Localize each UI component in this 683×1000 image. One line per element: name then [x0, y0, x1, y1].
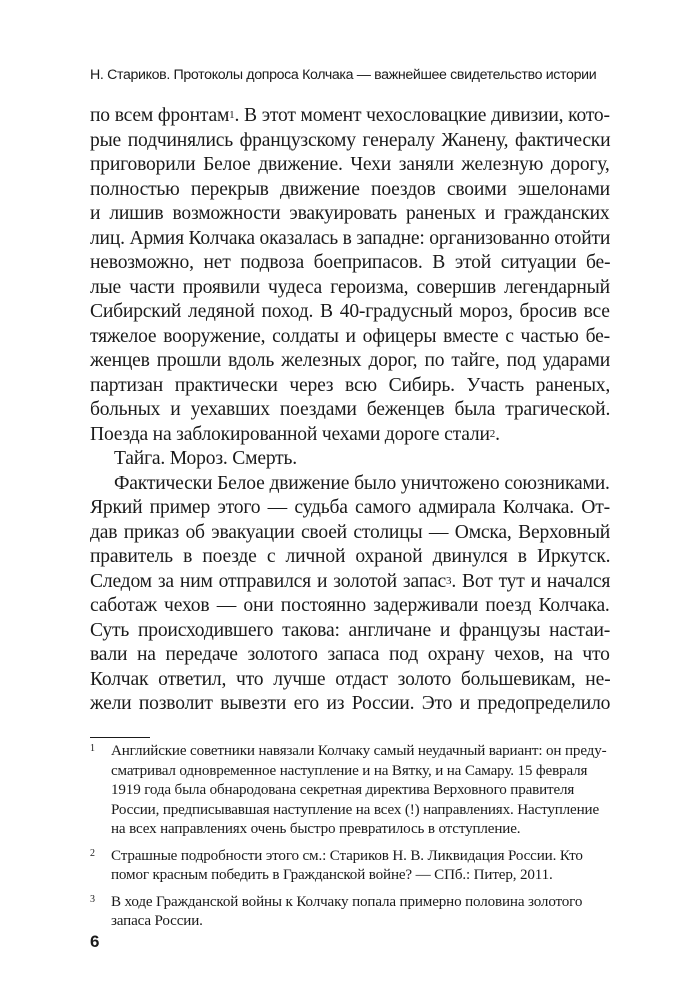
text-run: . В этот момент чехословацкие дивизии, кото- [234, 105, 610, 126]
footnote [90, 893, 610, 932]
text-run: лые части проявили чудеса героизма, совершив легендарный [90, 276, 610, 298]
text-line [90, 594, 610, 619]
footnote-line: сматривал одновременное наступление и на Вятку, и на Самару. 15 февраля [111, 762, 588, 779]
text-line [90, 178, 610, 203]
footnote-number: 2 [90, 847, 95, 859]
text-line [90, 570, 610, 595]
text-run: . Вот тут и начался [451, 570, 611, 592]
text-run: женцев прошли вдоль железных дорог, по тайге, под ударами [90, 350, 610, 371]
footnote-line: В ходе Гражданской войны к Колчаку попала примерно половина золотого [111, 893, 583, 910]
text-run: рые подчинялись французскому генералу Жанену, фактически [90, 129, 611, 151]
main-text [90, 104, 610, 717]
text-line [90, 545, 610, 570]
text-run: по всем фронтам [90, 105, 230, 126]
text-line [90, 692, 610, 717]
footnote [90, 847, 610, 886]
text-line [90, 668, 610, 693]
footnote [90, 742, 610, 840]
text-run: больных и уехавших поездами беженцев была трагической. [90, 399, 611, 420]
text-run: . [495, 423, 500, 445]
text-line [90, 202, 610, 227]
text-run: полностью перекрыв движение поездов своими эшелонами [90, 178, 610, 200]
text-run: дав приказ об эвакуации своей столицы — Омска, Верховный [90, 521, 611, 543]
text-line [90, 251, 610, 276]
running-head: Н. Стариков. Протоколы допроса Колчака — важнейшее свидетельство истории [90, 67, 597, 83]
text-run: правитель в поезде с личной охраной двинулся в Иркутск. [90, 546, 611, 567]
footnotes [90, 742, 610, 939]
text-line [90, 374, 610, 399]
text-run: невозможно, нет подвоза боеприпасов. В этой ситуации бе- [90, 252, 611, 273]
footnote-ref: 2 [489, 427, 496, 440]
footnote-line: 1919 года была обнародована секретная директива Верховного правителя [111, 782, 575, 798]
footnote-ref: 1 [229, 109, 235, 121]
text-line [90, 325, 610, 350]
page-number: 6 [90, 932, 100, 951]
text-line [90, 643, 610, 668]
footnote-number: 3 [90, 893, 95, 905]
text-run: Колчак ответил, что лучше отдаст золото большевикам, не- [90, 668, 611, 690]
text-run: Суть происходившего такова: англичане и французы настаи- [90, 619, 611, 641]
text-run: Поезда на заблокированной чехами дороге стали [90, 423, 490, 445]
footnote-line: помог красным победить в Гражданской войне? — СПб.: Питер, 2011. [111, 867, 553, 883]
footnote-line: Английские советники навязали Колчаку самый неудачный вариант: он преду- [111, 743, 607, 759]
text-run: вали на передаче золотого запаса под охрану чехов, на что [90, 644, 610, 665]
text-run: Следом за ним отправился и золотой запас [90, 570, 446, 592]
text-line [90, 129, 610, 154]
text-run: Яркий пример этого — судьба самого адмирала Колчака. От- [90, 497, 610, 518]
footnote-ref: 3 [446, 574, 452, 587]
text-run: Сибирский ледяной поход. В 40-градусный мороз, бросив все [90, 301, 610, 322]
text-line [90, 447, 610, 472]
footnote-number: 1 [90, 743, 95, 754]
footnote-line: Страшные подробности этого см.: Стариков Н. В. Ликвидация России. Кто [111, 847, 583, 864]
text-run: приговорили Белое движение. Чехи заняли железную дорогу, [90, 154, 610, 175]
text-line [90, 227, 610, 252]
text-run: Фактически Белое движение было уничтожено союзниками. [114, 472, 610, 494]
text-run: саботаж чехов — они постоянно задерживали поезд Колчака. [90, 595, 610, 616]
text-line [90, 276, 610, 301]
text-line [90, 153, 610, 178]
text-line [90, 619, 610, 644]
text-run: лиц. Армия Колчака оказалась в западне: организованно отойти [90, 227, 611, 249]
text-run: тяжелое вооружение, солдаты и офицеры вместе с частью бе- [90, 325, 610, 347]
text-line [90, 423, 610, 448]
text-run: партизан практически через всю Сибирь. Участь раненых, [90, 374, 611, 396]
text-line [90, 349, 610, 374]
text-line [90, 496, 610, 521]
footnote-line: запаса России. [111, 913, 203, 929]
footnote-line: России, предписывавшая наступление на всех (!) направлениях. Наступление [111, 801, 599, 818]
text-run: и лишив возможности эвакуировать раненых и гражданских [90, 203, 610, 224]
footnote-line: на всех направлениях очень быстро превратилось в отступление. [111, 821, 521, 837]
text-run: жели позволит вывезти его из России. Это и предопределило [90, 693, 611, 714]
text-line [90, 398, 610, 423]
text-line [90, 521, 610, 546]
footnote-divider [90, 737, 150, 738]
text-line [90, 104, 610, 129]
text-line [90, 300, 610, 325]
text-run: Тайга. Мороз. Смерть. [114, 448, 297, 469]
text-line [90, 472, 610, 497]
